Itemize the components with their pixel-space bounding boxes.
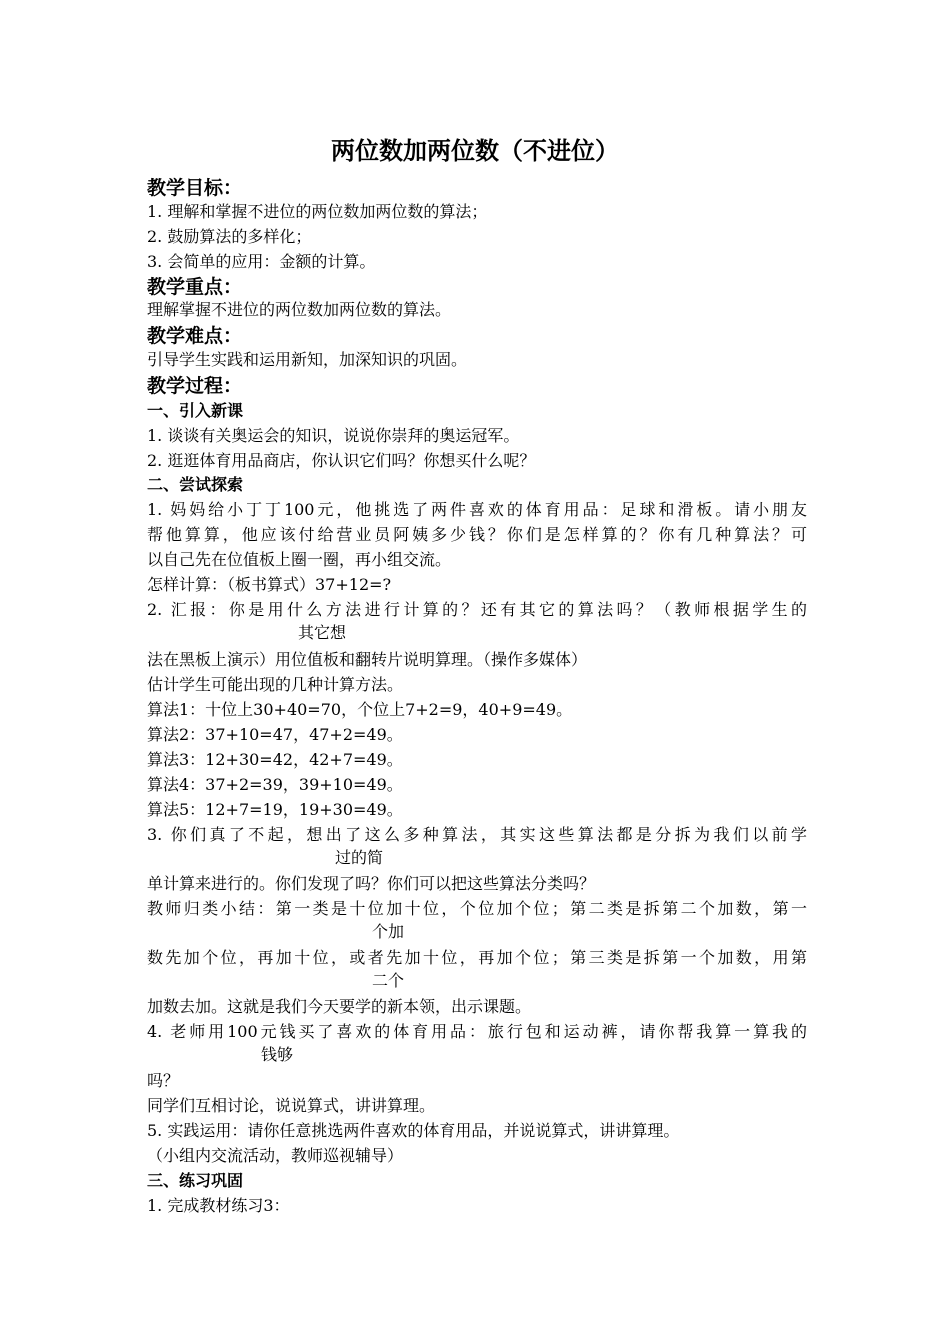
key-points-heading: 教学重点： (147, 276, 243, 298)
process-heading: 教学过程： (147, 375, 243, 397)
paragraph-line: 估计学生可能出现的几种计算方法。 (147, 675, 404, 694)
paragraph-line: 法在黑板上演示）用位值板和翻转片说明算理。（操作多媒体） (147, 650, 588, 669)
paragraph-line: 5. 实践运用：请你任意挑选两件喜欢的体育用品，并说说算式，讲讲算理。 (147, 1121, 680, 1140)
paragraph-line: 1. 谈谈有关奥运会的知识，说说你崇拜的奥运冠军。 (147, 426, 520, 445)
paragraph-line: （小组内交流活动，教师巡视辅导） (147, 1146, 404, 1165)
paragraph-line: 钱够 (261, 1045, 294, 1064)
algorithm-line: 算法2：37+10=47，47+2=49。 (147, 725, 403, 744)
objective-item: 1. 理解和掌握不进位的两位数加两位数的算法； (147, 202, 488, 221)
paragraph-line: 1. 妈妈给小丁丁100元，他挑选了两件喜欢的体育用品：足球和滑板。请小朋友 (147, 500, 807, 519)
paragraph-line: 怎样计算：（板书算式）37+12=? (147, 575, 392, 594)
algorithm-line: 算法5：12+7=19，19+30=49。 (147, 800, 403, 819)
section-heading: 三、练习巩固 (147, 1171, 244, 1190)
paragraph-line: 加数去加。这就是我们今天要学的新本领，出示课题。 (147, 997, 532, 1016)
algorithm-line: 算法1：十位上30+40=70，个位上7+2=9，40+9=49。 (147, 700, 573, 719)
paragraph-line: 教师归类小结：第一类是十位加十位，个位加个位；第二类是拆第二个加数，第一 (147, 899, 807, 918)
paragraph-line: 个加 (372, 922, 405, 941)
paragraph-line: 以自己先在位值板上圈一圈，再小组交流。 (147, 550, 452, 569)
objective-item: 3. 会简单的应用：金额的计算。 (147, 252, 376, 271)
document-title: 两位数加两位数（不进位） (331, 137, 619, 165)
paragraph-line: 其它想 (298, 623, 347, 642)
paragraph-line: 2. 汇报：你是用什么方法进行计算的？还有其它的算法吗？（教师根据学生的 (147, 600, 807, 619)
paragraph-line: 单计算来进行的。你们发现了吗？你们可以把这些算法分类吗？ (147, 874, 596, 893)
difficulties-heading: 教学难点： (147, 325, 243, 347)
difficulties-text: 引导学生实践和运用新知，加深知识的巩固。 (147, 350, 468, 369)
paragraph-line: 1. 完成教材练习3： (147, 1196, 290, 1215)
key-points-text: 理解掌握不进位的两位数加两位数的算法。 (147, 300, 452, 319)
objective-item: 2. 鼓励算法的多样化； (147, 227, 312, 246)
paragraph-line: 3. 你们真了不起，想出了这么多种算法，其实这些算法都是分拆为我们以前学 (147, 825, 807, 844)
paragraph-line: 吗？ (147, 1071, 180, 1090)
objectives-heading: 教学目标： (147, 177, 243, 199)
algorithm-line: 算法4：37+2=39，39+10=49。 (147, 775, 403, 794)
paragraph-line: 2. 逛逛体育用品商店，你认识它们吗？你想买什么呢？ (147, 451, 536, 470)
paragraph-line: 二个 (372, 971, 405, 990)
section-heading: 一、引入新课 (147, 401, 244, 420)
paragraph-line: 数先加个位，再加十位，或者先加十位，再加个位；第三类是拆第一个加数，用第 (147, 948, 807, 967)
section-heading: 二、尝试探索 (147, 475, 244, 494)
paragraph-line: 同学们互相讨论，说说算式，讲讲算理。 (147, 1096, 436, 1115)
paragraph-line: 过的简 (335, 848, 384, 867)
algorithm-line: 算法3：12+30=42，42+7=49。 (147, 750, 403, 769)
paragraph-line: 4. 老师用100元钱买了喜欢的体育用品：旅行包和运动裤，请你帮我算一算我的 (147, 1022, 807, 1041)
paragraph-line: 帮他算算，他应该付给营业员阿姨多少钱？你们是怎样算的？你有几种算法？可 (147, 525, 807, 544)
